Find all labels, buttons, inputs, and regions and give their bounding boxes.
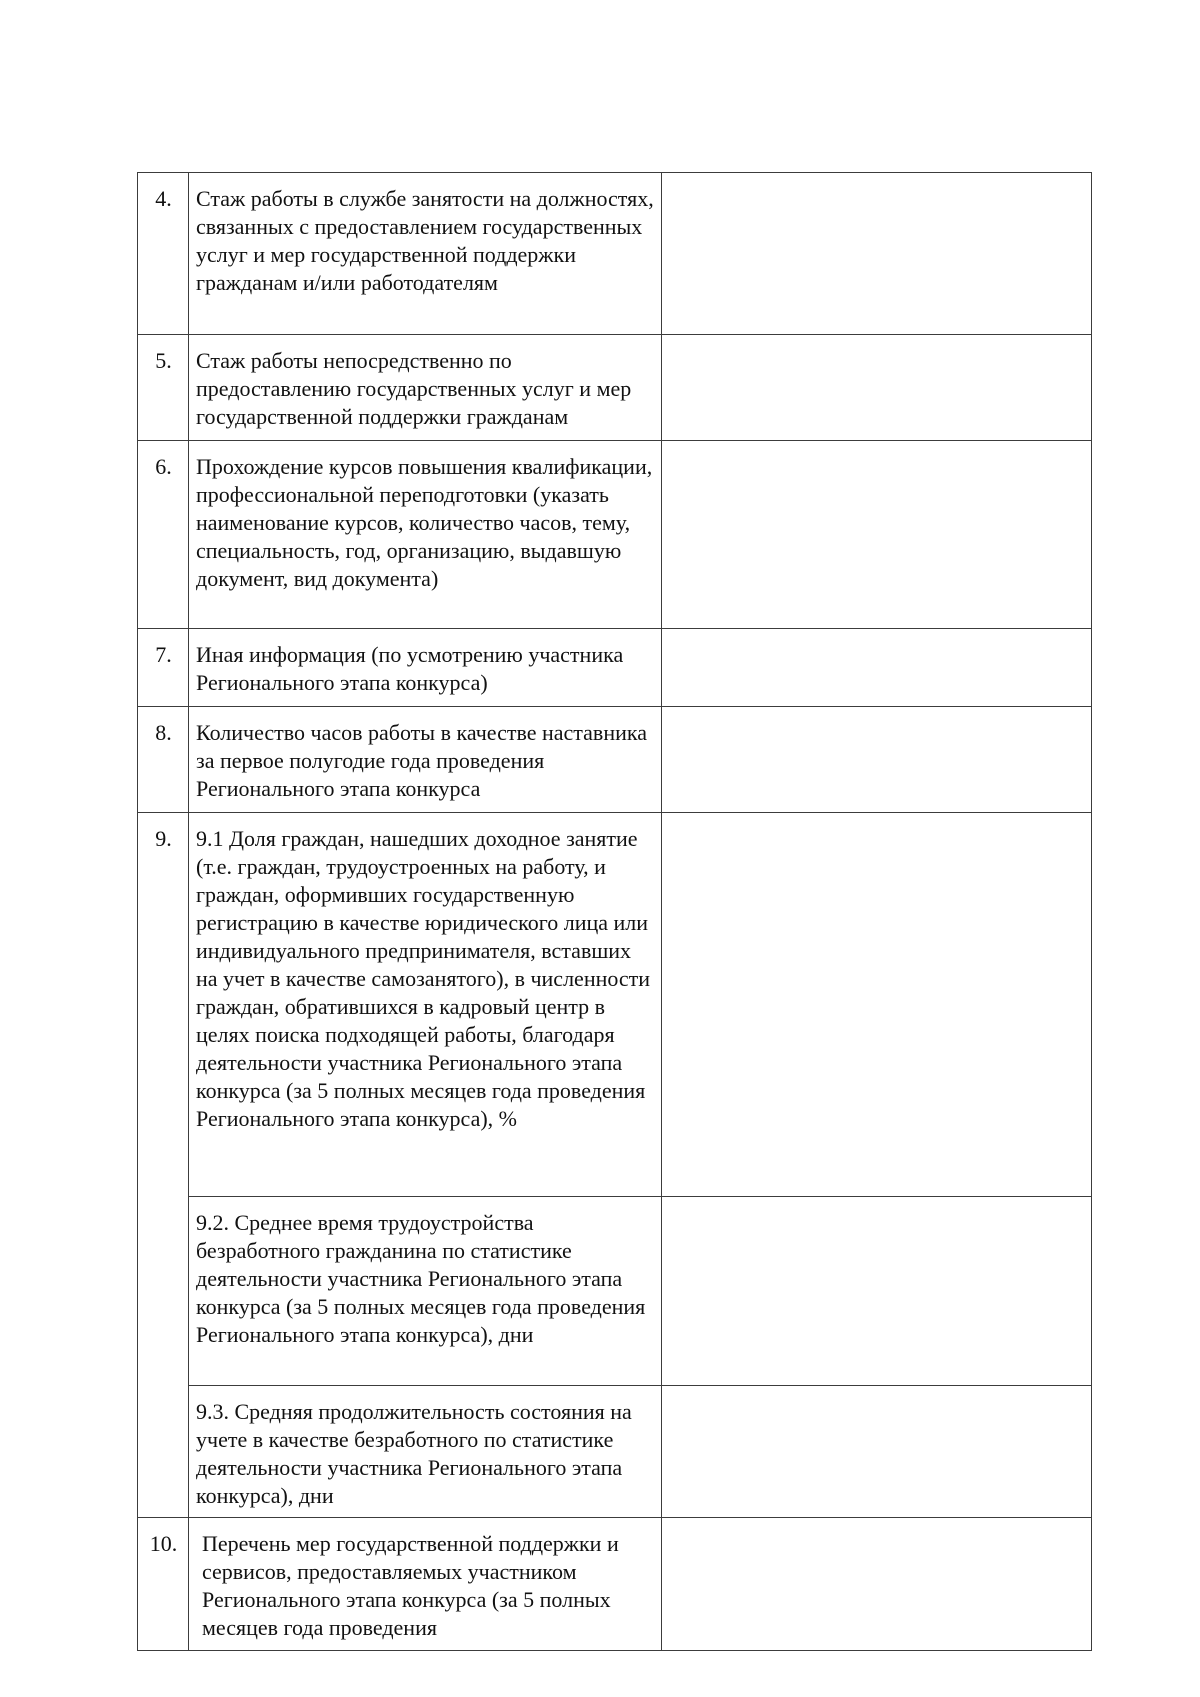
row-description: Иная информация (по усмотрению участника Регионального этапа конкурса) — [189, 629, 662, 707]
row-description: Стаж работы в службе занятости на должностях, связанных с предоставлением государственных услуг и мер государственной поддержки гражданам и/или работодателям — [189, 173, 662, 335]
row-description: Прохождение курсов повышения квалификации, профессиональной переподготовки (указать наименование курсов, количество часов, тему, специальность, год, организацию, выдавшую документ, вид документа) — [189, 441, 662, 629]
row-number: 7. — [138, 629, 189, 707]
row-value-cell[interactable] — [662, 441, 1092, 629]
subrow-value-cell[interactable] — [662, 1197, 1092, 1386]
row-value-cell[interactable] — [662, 1518, 1092, 1651]
row-number: 9. — [138, 813, 189, 1518]
participant-info-table — [137, 172, 1092, 1651]
table-row — [138, 335, 1092, 441]
subrow-description: 9.2. Среднее время трудоустройства безработного гражданина по статистике деятельности участника Регионального этапа конкурса (за 5 полных месяцев года проведения Регионального этапа конкурса), дни — [189, 1197, 662, 1386]
row-description: Перечень мер государственной поддержки и сервисов, предоставляемых участником Регионального этапа конкурса (за 5 полных месяцев года проведения — [189, 1518, 662, 1651]
table-row — [138, 1518, 1092, 1651]
row-number: 4. — [138, 173, 189, 335]
subrow-value-cell[interactable] — [662, 813, 1092, 1197]
subrow-value-cell[interactable] — [662, 1386, 1092, 1518]
row-number: 6. — [138, 441, 189, 629]
row-description: Стаж работы непосредственно по предоставлению государственных услуг и мер государственной поддержки гражданам — [189, 335, 662, 441]
row-value-cell[interactable] — [662, 629, 1092, 707]
subrow-description: 9.1 Доля граждан, нашедших доходное занятие (т.е. граждан, трудоустроенных на работу, и граждан, оформивших государственную регистрацию в качестве юридического лица или индивидуального предпринимателя, вставших на учет в качестве самозанятого), в численности граждан, обратившихся в кадровый центр в целях поиска подходящей работы, благодаря деятельности участника Регионального этапа конкурса (за 5 полных месяцев года проведения Регионального этапа конкурса), % — [189, 813, 662, 1197]
row-number: 8. — [138, 707, 189, 813]
table-row — [138, 441, 1092, 629]
table-row — [138, 707, 1092, 813]
row-number: 10. — [138, 1518, 189, 1651]
table-row — [138, 813, 1092, 1197]
table-row — [138, 1386, 1092, 1518]
table-row — [138, 629, 1092, 707]
row-number: 5. — [138, 335, 189, 441]
row-value-cell[interactable] — [662, 707, 1092, 813]
table-row — [138, 1197, 1092, 1386]
row-value-cell[interactable] — [662, 335, 1092, 441]
row-value-cell[interactable] — [662, 173, 1092, 335]
row-description: Количество часов работы в качестве наставника за первое полугодие года проведения Регионального этапа конкурса — [189, 707, 662, 813]
table-row — [138, 173, 1092, 335]
subrow-description: 9.3. Средняя продолжительность состояния на учете в качестве безработного по статистике деятельности участника Регионального этапа конкурса), дни — [189, 1386, 662, 1518]
